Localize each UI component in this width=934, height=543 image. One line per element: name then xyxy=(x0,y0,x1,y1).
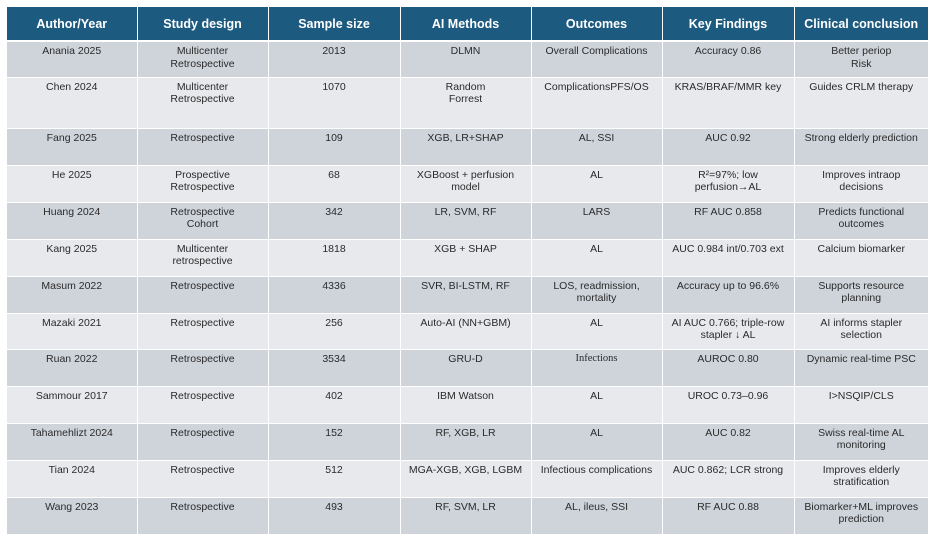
study-design-cell: Multicenter Retrospective xyxy=(137,41,268,77)
header-ai-methods: AI Methods xyxy=(400,7,531,41)
outcomes-cell: AL xyxy=(531,313,662,349)
key-findings-cell: RF AUC 0.858 xyxy=(662,202,794,239)
header-key-findings: Key Findings xyxy=(662,7,794,41)
ai-methods-cell: XGBoost + perfusion model xyxy=(400,165,531,202)
table-row xyxy=(7,77,928,128)
ai-methods-cell: RF, XGB, LR xyxy=(400,423,531,460)
author-year-cell: Masum 2022 xyxy=(7,276,137,313)
clinical-conclusion-cell: Strong elderly prediction xyxy=(794,128,928,165)
sample-size-cell: 109 xyxy=(268,128,400,165)
author-year-cell: Tian 2024 xyxy=(7,460,137,497)
study-design-cell: Retrospective xyxy=(137,276,268,313)
author-year-cell: Ruan 2022 xyxy=(7,349,137,386)
author-year-cell: Huang 2024 xyxy=(7,202,137,239)
header-study-design: Study design xyxy=(137,7,268,41)
study-design-cell: Retrospective xyxy=(137,423,268,460)
key-findings-cell: AUC 0.862; LCR strong xyxy=(662,460,794,497)
key-findings-cell: Accuracy up to 96.6% xyxy=(662,276,794,313)
table-row xyxy=(7,202,928,239)
sample-size-cell: 152 xyxy=(268,423,400,460)
ai-methods-cell: DLMN xyxy=(400,41,531,77)
outcomes-cell: Infectious complications xyxy=(531,460,662,497)
key-findings-cell: AUC 0.82 xyxy=(662,423,794,460)
outcomes-cell: AL xyxy=(531,386,662,423)
clinical-conclusion-cell: I>NSQIP/CLS xyxy=(794,386,928,423)
clinical-conclusion-cell: Predicts functional outcomes xyxy=(794,202,928,239)
key-findings-cell: R²=97%; low perfusion→AL xyxy=(662,165,794,202)
sample-size-cell: 1818 xyxy=(268,239,400,276)
clinical-conclusion-cell: Supports resource planning xyxy=(794,276,928,313)
author-year-cell: Tahamehlizt 2024 xyxy=(7,423,137,460)
clinical-conclusion-cell: Better periop Risk xyxy=(794,41,928,77)
header-sample-size: Sample size xyxy=(268,7,400,41)
study-design-cell: Multicenter Retrospective xyxy=(137,77,268,128)
table-row xyxy=(7,41,928,77)
clinical-conclusion-cell: Calcium biomarker xyxy=(794,239,928,276)
study-design-cell: Retrospective xyxy=(137,497,268,534)
ai-methods-cell: LR, SVM, RF xyxy=(400,202,531,239)
key-findings-cell: RF AUC 0.88 xyxy=(662,497,794,534)
ai-methods-cell: Random Forrest xyxy=(400,77,531,128)
study-design-cell: Retrospective xyxy=(137,460,268,497)
author-year-cell: Wang 2023 xyxy=(7,497,137,534)
study-design-cell: Retrospective xyxy=(137,128,268,165)
key-findings-cell: KRAS/BRAF/MMR key xyxy=(662,77,794,128)
clinical-conclusion-cell: Biomarker+ML improves prediction xyxy=(794,497,928,534)
key-findings-cell: AUC 0.92 xyxy=(662,128,794,165)
study-design-cell: Retrospective xyxy=(137,386,268,423)
table-row xyxy=(7,349,928,386)
sample-size-cell: 4336 xyxy=(268,276,400,313)
ai-methods-cell: IBM Watson xyxy=(400,386,531,423)
ai-methods-cell: SVR, BI-LSTM, RF xyxy=(400,276,531,313)
clinical-conclusion-cell: Swiss real-time AL monitoring xyxy=(794,423,928,460)
outcomes-cell: AL xyxy=(531,165,662,202)
author-year-cell: Kang 2025 xyxy=(7,239,137,276)
outcomes-cell: Infections xyxy=(531,349,662,386)
study-design-cell: Retrospective xyxy=(137,313,268,349)
sample-size-cell: 68 xyxy=(268,165,400,202)
key-findings-cell: UROC 0.73–0.96 xyxy=(662,386,794,423)
outcomes-cell: AL, SSI xyxy=(531,128,662,165)
outcomes-cell: AL xyxy=(531,423,662,460)
ai-methods-cell: RF, SVM, LR xyxy=(400,497,531,534)
author-year-cell: Sammour 2017 xyxy=(7,386,137,423)
study-design-cell: Multicenter retrospective xyxy=(137,239,268,276)
outcomes-cell: AL, ileus, SSI xyxy=(531,497,662,534)
author-year-cell: He 2025 xyxy=(7,165,137,202)
ai-methods-cell: Auto-AI (NN+GBM) xyxy=(400,313,531,349)
clinical-conclusion-cell: Dynamic real-time PSC xyxy=(794,349,928,386)
study-design-cell: Prospective Retrospective xyxy=(137,165,268,202)
outcomes-cell: LARS xyxy=(531,202,662,239)
table-body xyxy=(7,41,928,534)
key-findings-cell: AUROC 0.80 xyxy=(662,349,794,386)
table-row xyxy=(7,313,928,349)
table-row xyxy=(7,386,928,423)
ai-methods-cell: XGB, LR+SHAP xyxy=(400,128,531,165)
sample-size-cell: 1070 xyxy=(268,77,400,128)
key-findings-cell: Accuracy 0.86 xyxy=(662,41,794,77)
outcomes-cell: AL xyxy=(531,239,662,276)
author-year-cell: Anania 2025 xyxy=(7,41,137,77)
outcomes-cell: ComplicationsPFS/OS xyxy=(531,77,662,128)
sample-size-cell: 2013 xyxy=(268,41,400,77)
author-year-cell: Chen 2024 xyxy=(7,77,137,128)
key-findings-cell: AUC 0.984 int/0.703 ext xyxy=(662,239,794,276)
ai-methods-cell: MGA-XGB, XGB, LGBM xyxy=(400,460,531,497)
table-header-row xyxy=(7,7,928,41)
sample-size-cell: 493 xyxy=(268,497,400,534)
table-row xyxy=(7,423,928,460)
sample-size-cell: 256 xyxy=(268,313,400,349)
clinical-conclusion-cell: Guides CRLM therapy xyxy=(794,77,928,128)
sample-size-cell: 3534 xyxy=(268,349,400,386)
key-findings-cell: AI AUC 0.766; triple-row stapler ↓ AL xyxy=(662,313,794,349)
table-row xyxy=(7,165,928,202)
sample-size-cell: 342 xyxy=(268,202,400,239)
sample-size-cell: 512 xyxy=(268,460,400,497)
header-outcomes: Outcomes xyxy=(531,7,662,41)
studies-table xyxy=(7,7,928,535)
outcomes-cell: LOS, readmission, mortality xyxy=(531,276,662,313)
sample-size-cell: 402 xyxy=(268,386,400,423)
study-design-cell: Retrospective xyxy=(137,349,268,386)
table-row xyxy=(7,497,928,534)
ai-methods-cell: XGB + SHAP xyxy=(400,239,531,276)
study-design-cell: Retrospective Cohort xyxy=(137,202,268,239)
author-year-cell: Mazaki 2021 xyxy=(7,313,137,349)
header-author-year: Author/Year xyxy=(7,7,137,41)
ai-methods-cell: GRU-D xyxy=(400,349,531,386)
clinical-conclusion-cell: Improves elderly stratification xyxy=(794,460,928,497)
table-row xyxy=(7,128,928,165)
header-clinical-conclusion: Clinical conclusion xyxy=(794,7,928,41)
clinical-conclusion-cell: Improves intraop decisions xyxy=(794,165,928,202)
table-row xyxy=(7,276,928,313)
table-row xyxy=(7,239,928,276)
table-row xyxy=(7,460,928,497)
author-year-cell: Fang 2025 xyxy=(7,128,137,165)
outcomes-cell: Overall Complications xyxy=(531,41,662,77)
clinical-conclusion-cell: AI informs stapler selection xyxy=(794,313,928,349)
